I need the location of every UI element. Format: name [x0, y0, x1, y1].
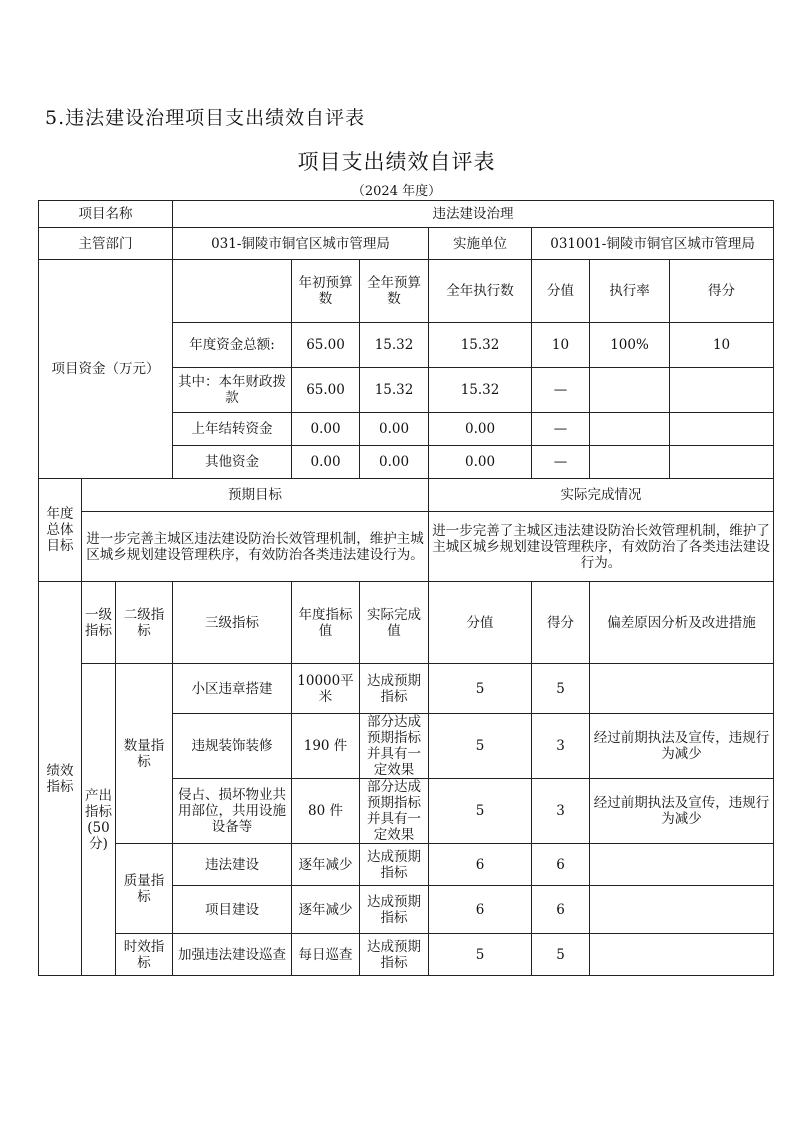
funds-executed: 0.00	[429, 413, 532, 446]
header-deviation: 偏差原因分析及改进措施	[590, 582, 774, 664]
indicator-actual: 达成预期指标	[360, 934, 429, 976]
indicator-actual: 部分达成预期指标并具有一定效果	[360, 779, 429, 844]
dept-value: 031-铜陵市铜官区城市管理局	[173, 228, 429, 260]
level2-quality: 质量指标	[116, 844, 173, 934]
indicator-target: 10000平米	[292, 664, 360, 714]
indicator-score-value: 6	[429, 886, 532, 934]
indicator-score-value: 5	[429, 934, 532, 976]
funds-row-label: 其中：本年财政拨款	[173, 368, 292, 413]
project-name-value: 违法建设治理	[173, 201, 774, 228]
indicator-score-value: 5	[429, 714, 532, 779]
indicator-target: 逐年减少	[292, 844, 360, 886]
funds-header-cell: 全年执行数	[429, 260, 532, 323]
funds-score: 10	[670, 323, 774, 368]
indicator-deviation	[590, 664, 774, 714]
indicator-deviation: 经过前期执法及宣传，违规行为减少	[590, 714, 774, 779]
indicator-score-value: 6	[429, 844, 532, 886]
funds-header-cell: 执行率	[590, 260, 670, 323]
indicator-actual: 达成预期指标	[360, 844, 429, 886]
funds-row-label: 其他资金	[173, 446, 292, 479]
level2-timeliness: 时效指标	[116, 934, 173, 976]
funds-executed: 0.00	[429, 446, 532, 479]
indicator-score-value: 5	[429, 779, 532, 844]
header-level1: 一级指标	[82, 582, 116, 664]
expected-goal: 进一步完善主城区违法建设防治长效管理机制，维护主城区城乡规划建设管理秩序，有效防治各类违法建设行为。	[82, 512, 429, 582]
funds-score-value: 10	[532, 323, 590, 368]
indicator-score-value: 5	[429, 664, 532, 714]
header-score-value: 分值	[429, 582, 532, 664]
indicator-score: 3	[532, 779, 590, 844]
funds-annual: 0.00	[360, 446, 429, 479]
actual-goal: 进一步完善了主城区违法建设防治长效管理机制，维护了主城区城乡规划建设管理秩序，有效防治了各类违法建设行为。	[429, 512, 774, 582]
project-name-label: 项目名称	[39, 201, 173, 228]
funds-annual: 0.00	[360, 413, 429, 446]
funds-row-label: 上年结转资金	[173, 413, 292, 446]
level2-quantity: 数量指标	[116, 664, 173, 844]
funds-header-cell: 分值	[532, 260, 590, 323]
indicator-deviation	[590, 886, 774, 934]
indicator-name: 项目建设	[173, 886, 292, 934]
header-actual: 实际完成值	[360, 582, 429, 664]
year-label: （2024 年度）	[351, 184, 442, 199]
indicator-deviation	[590, 934, 774, 976]
indicator-score: 3	[532, 714, 590, 779]
funds-annual: 15.32	[360, 323, 429, 368]
actual-header: 实际完成情况	[429, 479, 774, 512]
unit-label: 实施单位	[429, 228, 532, 260]
funds-score	[670, 413, 774, 446]
funds-score	[670, 368, 774, 413]
funds-label: 项目资金（万元）	[39, 260, 173, 479]
unit-value: 031001-铜陵市铜官区城市管理局	[532, 228, 774, 260]
indicator-actual: 达成预期指标	[360, 886, 429, 934]
funds-score-value: —	[532, 446, 590, 479]
indicators-label: 绩效指标	[39, 582, 82, 976]
indicator-target: 逐年减少	[292, 886, 360, 934]
funds-score-value: —	[532, 413, 590, 446]
indicator-target: 80 件	[292, 779, 360, 844]
indicator-target: 190 件	[292, 714, 360, 779]
dept-label: 主管部门	[39, 228, 173, 260]
indicator-actual: 部分达成预期指标并具有一定效果	[360, 714, 429, 779]
indicator-score: 5	[532, 664, 590, 714]
funds-rate	[590, 368, 670, 413]
indicator-name: 加强违法建设巡查	[173, 934, 292, 976]
indicator-name: 违法建设	[173, 844, 292, 886]
header-level3: 三级指标	[173, 582, 292, 664]
funds-executed: 15.32	[429, 323, 532, 368]
indicator-name: 侵占、损坏物业共用部位，共用设施设备等	[173, 779, 292, 844]
funds-initial: 65.00	[292, 368, 360, 413]
goals-label: 年度总体目标	[39, 479, 82, 582]
funds-score-value: —	[532, 368, 590, 413]
performance-table	[38, 200, 774, 976]
indicator-deviation: 经过前期执法及宣传，违规行为减少	[590, 779, 774, 844]
expected-header: 预期目标	[82, 479, 429, 512]
indicator-target: 每日巡查	[292, 934, 360, 976]
indicator-name: 小区违章搭建	[173, 664, 292, 714]
funds-rate	[590, 446, 670, 479]
funds-executed: 15.32	[429, 368, 532, 413]
funds-header-cell: 年初预算数	[292, 260, 360, 323]
funds-row-label: 年度资金总额:	[173, 323, 292, 368]
funds-header-blank	[173, 260, 292, 323]
header-level2: 二级指标	[116, 582, 173, 664]
funds-rate: 100%	[590, 323, 670, 368]
funds-initial: 0.00	[292, 446, 360, 479]
funds-header-cell: 全年预算数	[360, 260, 429, 323]
funds-header-cell: 得分	[670, 260, 774, 323]
indicator-name: 违规装饰装修	[173, 714, 292, 779]
header-score: 得分	[532, 582, 590, 664]
indicator-score: 5	[532, 934, 590, 976]
funds-score	[670, 446, 774, 479]
level1-output: 产出指标(50分)	[82, 664, 116, 976]
funds-initial: 65.00	[292, 323, 360, 368]
indicator-deviation	[590, 844, 774, 886]
page-title: 项目支出绩效自评表	[297, 150, 496, 174]
funds-initial: 0.00	[292, 413, 360, 446]
indicator-score: 6	[532, 844, 590, 886]
funds-annual: 15.32	[360, 368, 429, 413]
header-target: 年度指标值	[292, 582, 360, 664]
indicator-actual: 达成预期指标	[360, 664, 429, 714]
funds-rate	[590, 413, 670, 446]
indicator-score: 6	[532, 886, 590, 934]
section-title: 5.违法建设治理项目支出绩效自评表	[45, 107, 366, 129]
